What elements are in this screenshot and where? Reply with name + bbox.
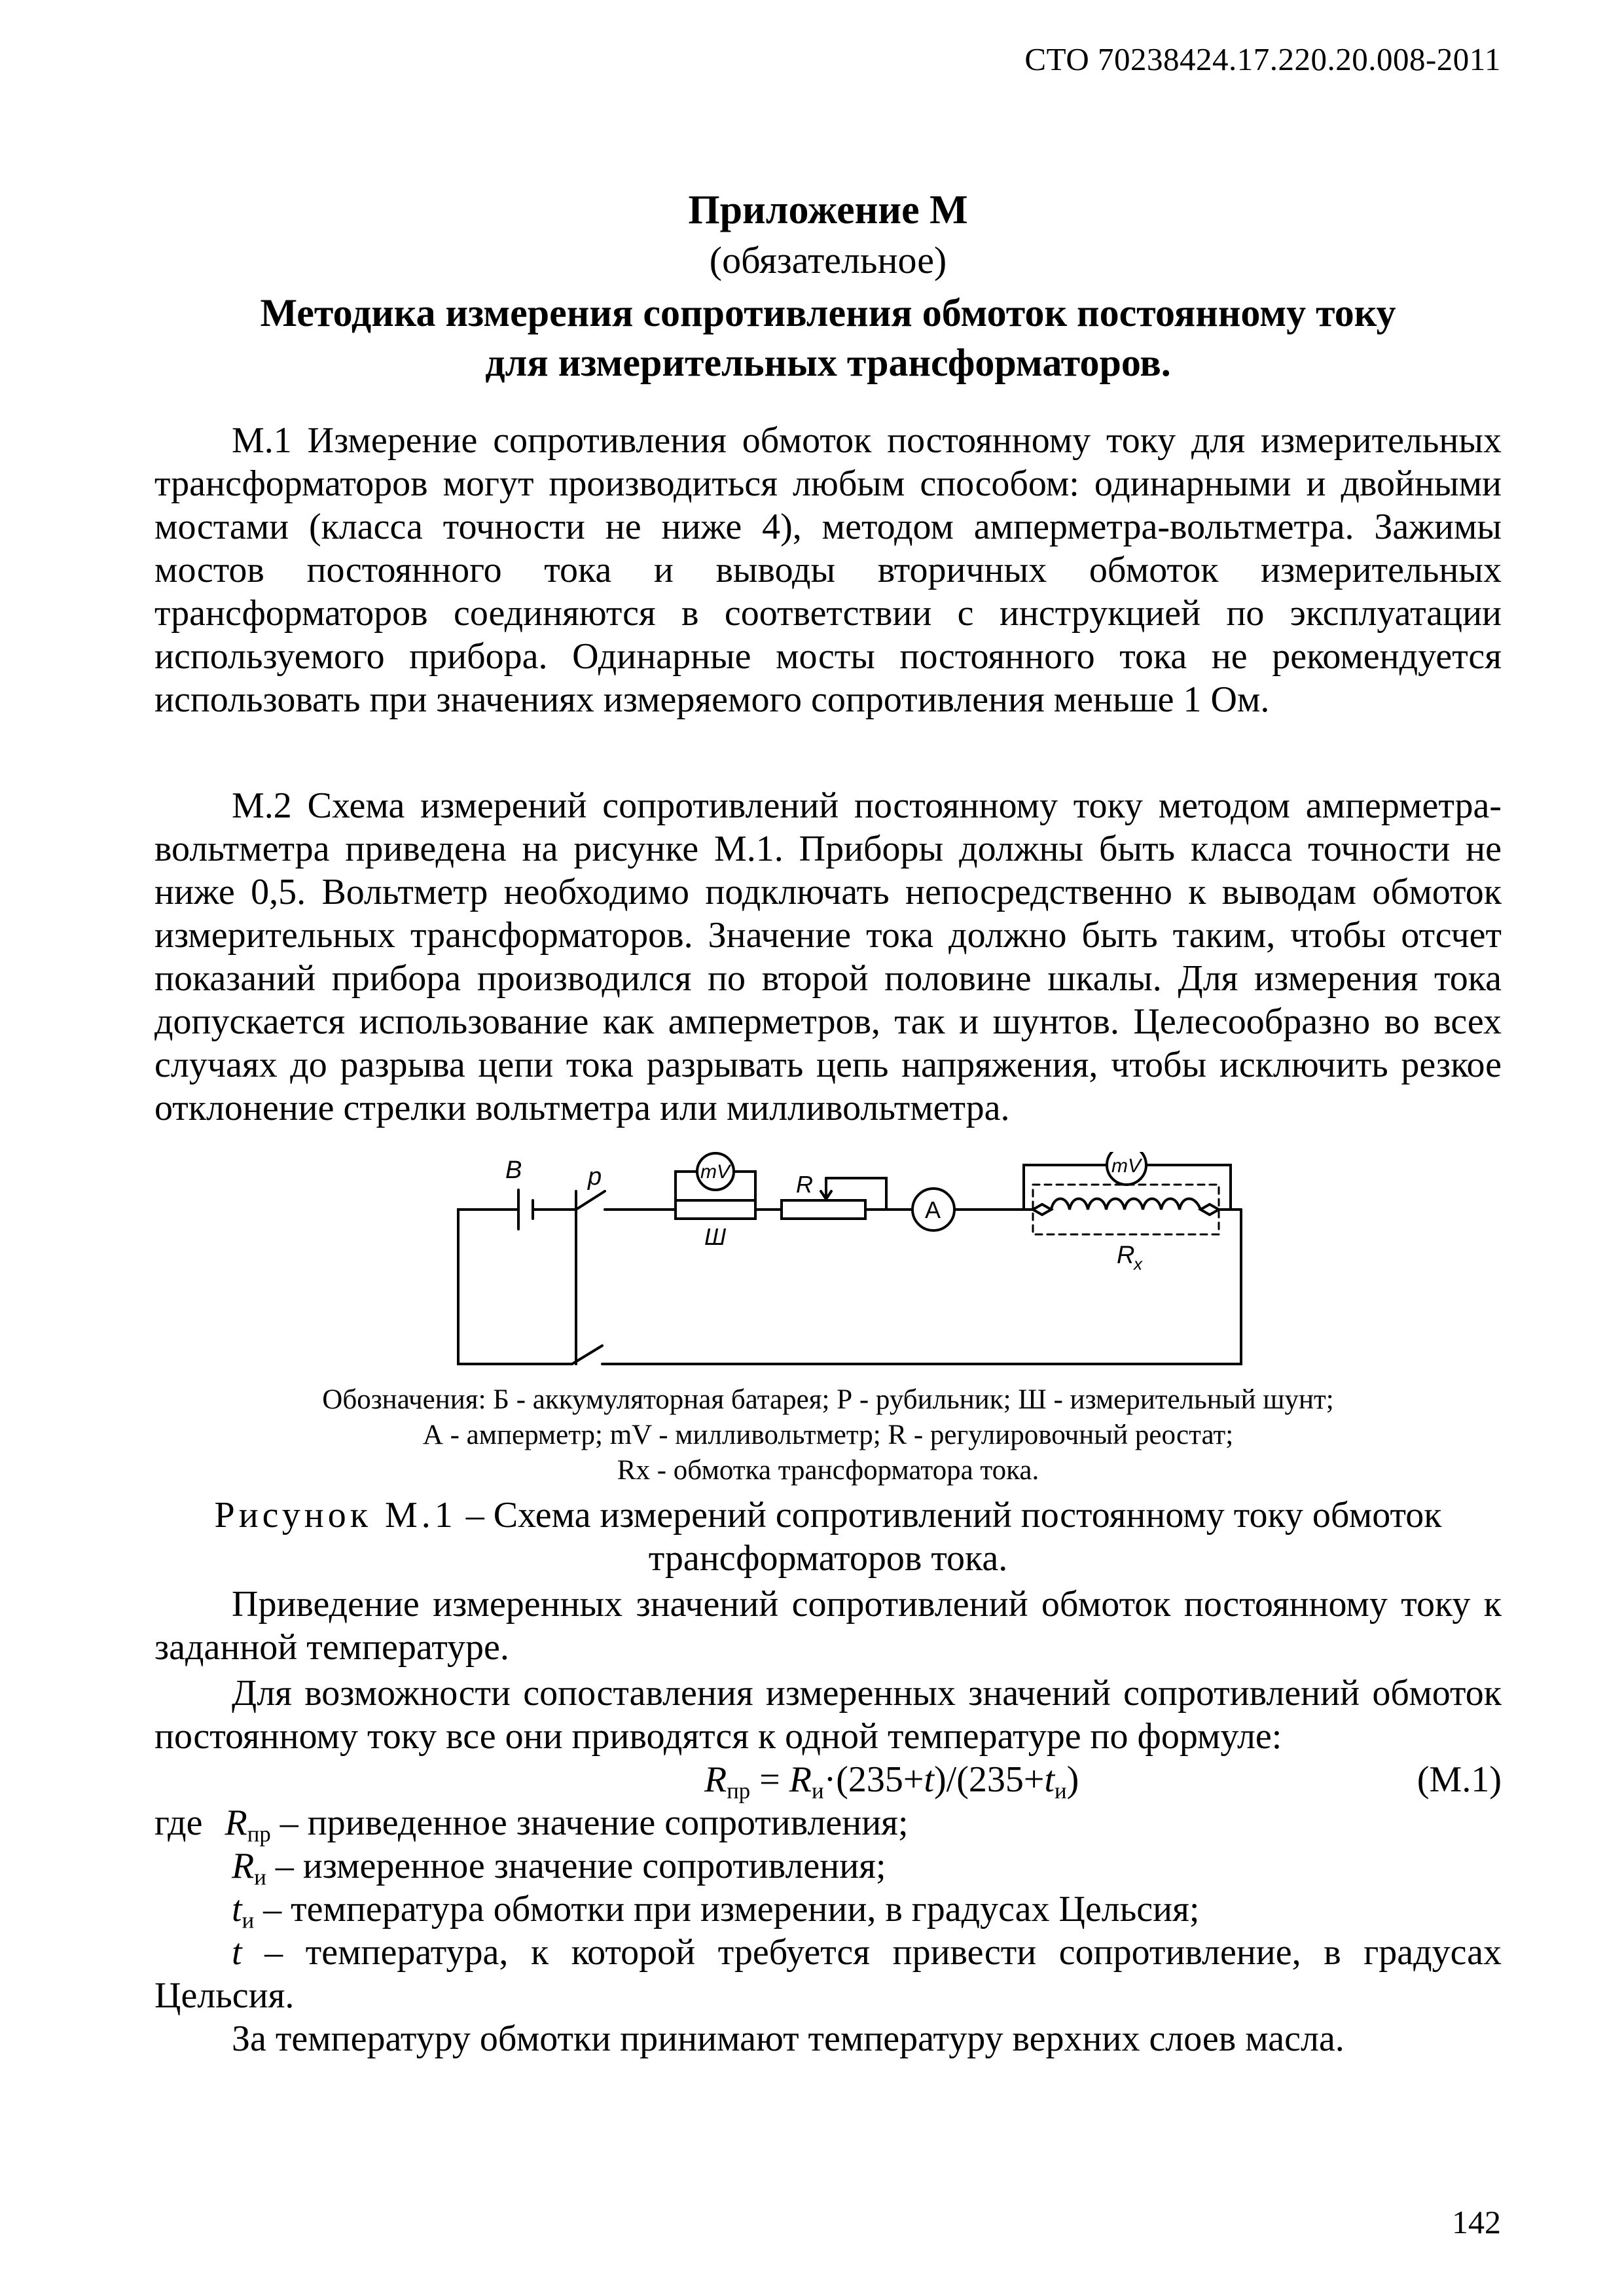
formula-m1: $R_{пр} = R_и\cdot(235+t)/(235+t_и)$	[704, 1759, 1079, 1804]
switch-label: p	[588, 1163, 602, 1191]
winding-mv-wire-left	[1024, 1165, 1106, 1210]
appendix-status: (обязательное)	[709, 239, 947, 281]
paragraph-temperature-reduction: Приведение измеренных значений сопротивлений обмоток постоянному току к заданной температуре.	[154, 1584, 1502, 1668]
formula-line	[154, 1758, 1502, 1804]
figure-legend-line1: Обозначения: Б - аккумуляторная батарея; Р - рубильник; Ш - измерительный шунт;	[322, 1384, 1334, 1415]
paragraph-m2: М.2 Схема измерений сопротивлений постоянному току методом амперметра-вольтметра приведена на рисунке М.1. Приборы должны быть класса точности не ниже 0,5. Вольтметр необходимо подключать непосредственно к выводам обмоток измерительных трансформаторов. Значение тока должно быть таким, чтобы отсчет показаний прибора производился по второй половине шкалы. Для измерения тока допускается использование как амперметров, так и шунтов. Целесообразно во всех случаях до разрыва цепи тока разрывать цепь напряжения, чтобы исключить резкое отклонение стрелки вольтметра или милливольтметра.	[154, 785, 1502, 1128]
ammeter-label: A	[925, 1196, 941, 1223]
rheostat-bypass	[826, 1178, 886, 1210]
appendix-heading-line1: Методика измерения сопротивления обмоток постоянному току	[260, 291, 1396, 334]
wire-left	[458, 1210, 572, 1364]
paragraph-m1: М.1 Измерение сопротивления обмоток постоянному току для измерительных трансформаторов могут производиться любым способом: одинарными и двойными мостами (класса точности не ниже 4), методом амперметра-вольтметра. Зажимы мостов постоянного тока и выводы вторичных обмоток измерительных трансформаторов соединяются в соответствии с инструкцией по эксплуатации используемого прибора. Одинарные мосты постоянного тока не рекомендуется использовать при значениях измеряемого сопротивления меньше 1 Ом.	[154, 420, 1502, 720]
where-word: где	[154, 1803, 203, 1843]
winding-right-terminal	[1200, 1204, 1219, 1215]
rheostat-body	[782, 1200, 865, 1219]
figure-caption-lead: Рисунок М.1	[214, 1495, 457, 1535]
page-number: 142	[1452, 2204, 1501, 2240]
winding-left-terminal	[1033, 1204, 1051, 1215]
winding-mv-label: mV	[1111, 1155, 1141, 1177]
shunt-mv-wire-left	[676, 1172, 695, 1210]
formula-number: (М.1)	[1416, 1759, 1502, 1800]
figure-caption	[154, 1494, 1502, 1537]
battery-label: B	[505, 1157, 522, 1184]
figure-caption-text: – Схема измерений сопротивлений постоянному току обмоток	[456, 1495, 1442, 1535]
definition-r-i: $R_и$ – измеренное значение сопротивления;	[232, 1846, 886, 1890]
appendix-heading	[154, 288, 1502, 387]
definition-r-pr: где $R_{пр}$ – приведенное значение сопротивления;	[154, 1803, 909, 1847]
figure-legend-line2: А - амперметр; mV - милливольтметр; R - регулировочный реостат;	[422, 1420, 1234, 1450]
paragraph-formula-intro: Для возможности сопоставления измеренных значений сопротивлений обмоток постоянному току все они приводятся к одной температуре по формуле:	[154, 1673, 1502, 1757]
appendix-title: Приложение М	[688, 188, 968, 232]
shunt-body	[676, 1200, 755, 1219]
shunt-label: Ш	[704, 1223, 727, 1250]
document-code: СТО 70238424.17.220.20.008-2011	[1024, 41, 1501, 77]
wire-right	[602, 1210, 1241, 1364]
paragraph-oil-temperature: За температуру обмотки принимают температуру верхних слоев масла.	[232, 2018, 1344, 2059]
winding-coil	[1051, 1199, 1200, 1210]
circuit-diagram	[445, 1152, 1257, 1374]
winding-label-sub: x	[1134, 1254, 1142, 1274]
appendix-heading-line2: для измерительных трансформаторов.	[485, 341, 1171, 384]
definition-t-i: $t_и$ – температура обмотки при измерении, в градусах Цельсия;	[232, 1889, 1200, 1933]
switch-upper-blade	[576, 1191, 605, 1210]
shunt-mv-wire-right	[736, 1172, 755, 1210]
rheostat-label: R	[796, 1171, 813, 1198]
figure-legend-line3: Rx - обмотка трансформатора тока.	[617, 1455, 1039, 1486]
winding-label: R	[1117, 1242, 1135, 1269]
definition-t: t – температура, к которой требуется привести сопротивление, в градусах Цельсия.	[154, 1932, 1502, 2016]
shunt-mv-label: mV	[700, 1161, 730, 1183]
figure-caption-line2: трансформаторов тока.	[648, 1538, 1008, 1579]
